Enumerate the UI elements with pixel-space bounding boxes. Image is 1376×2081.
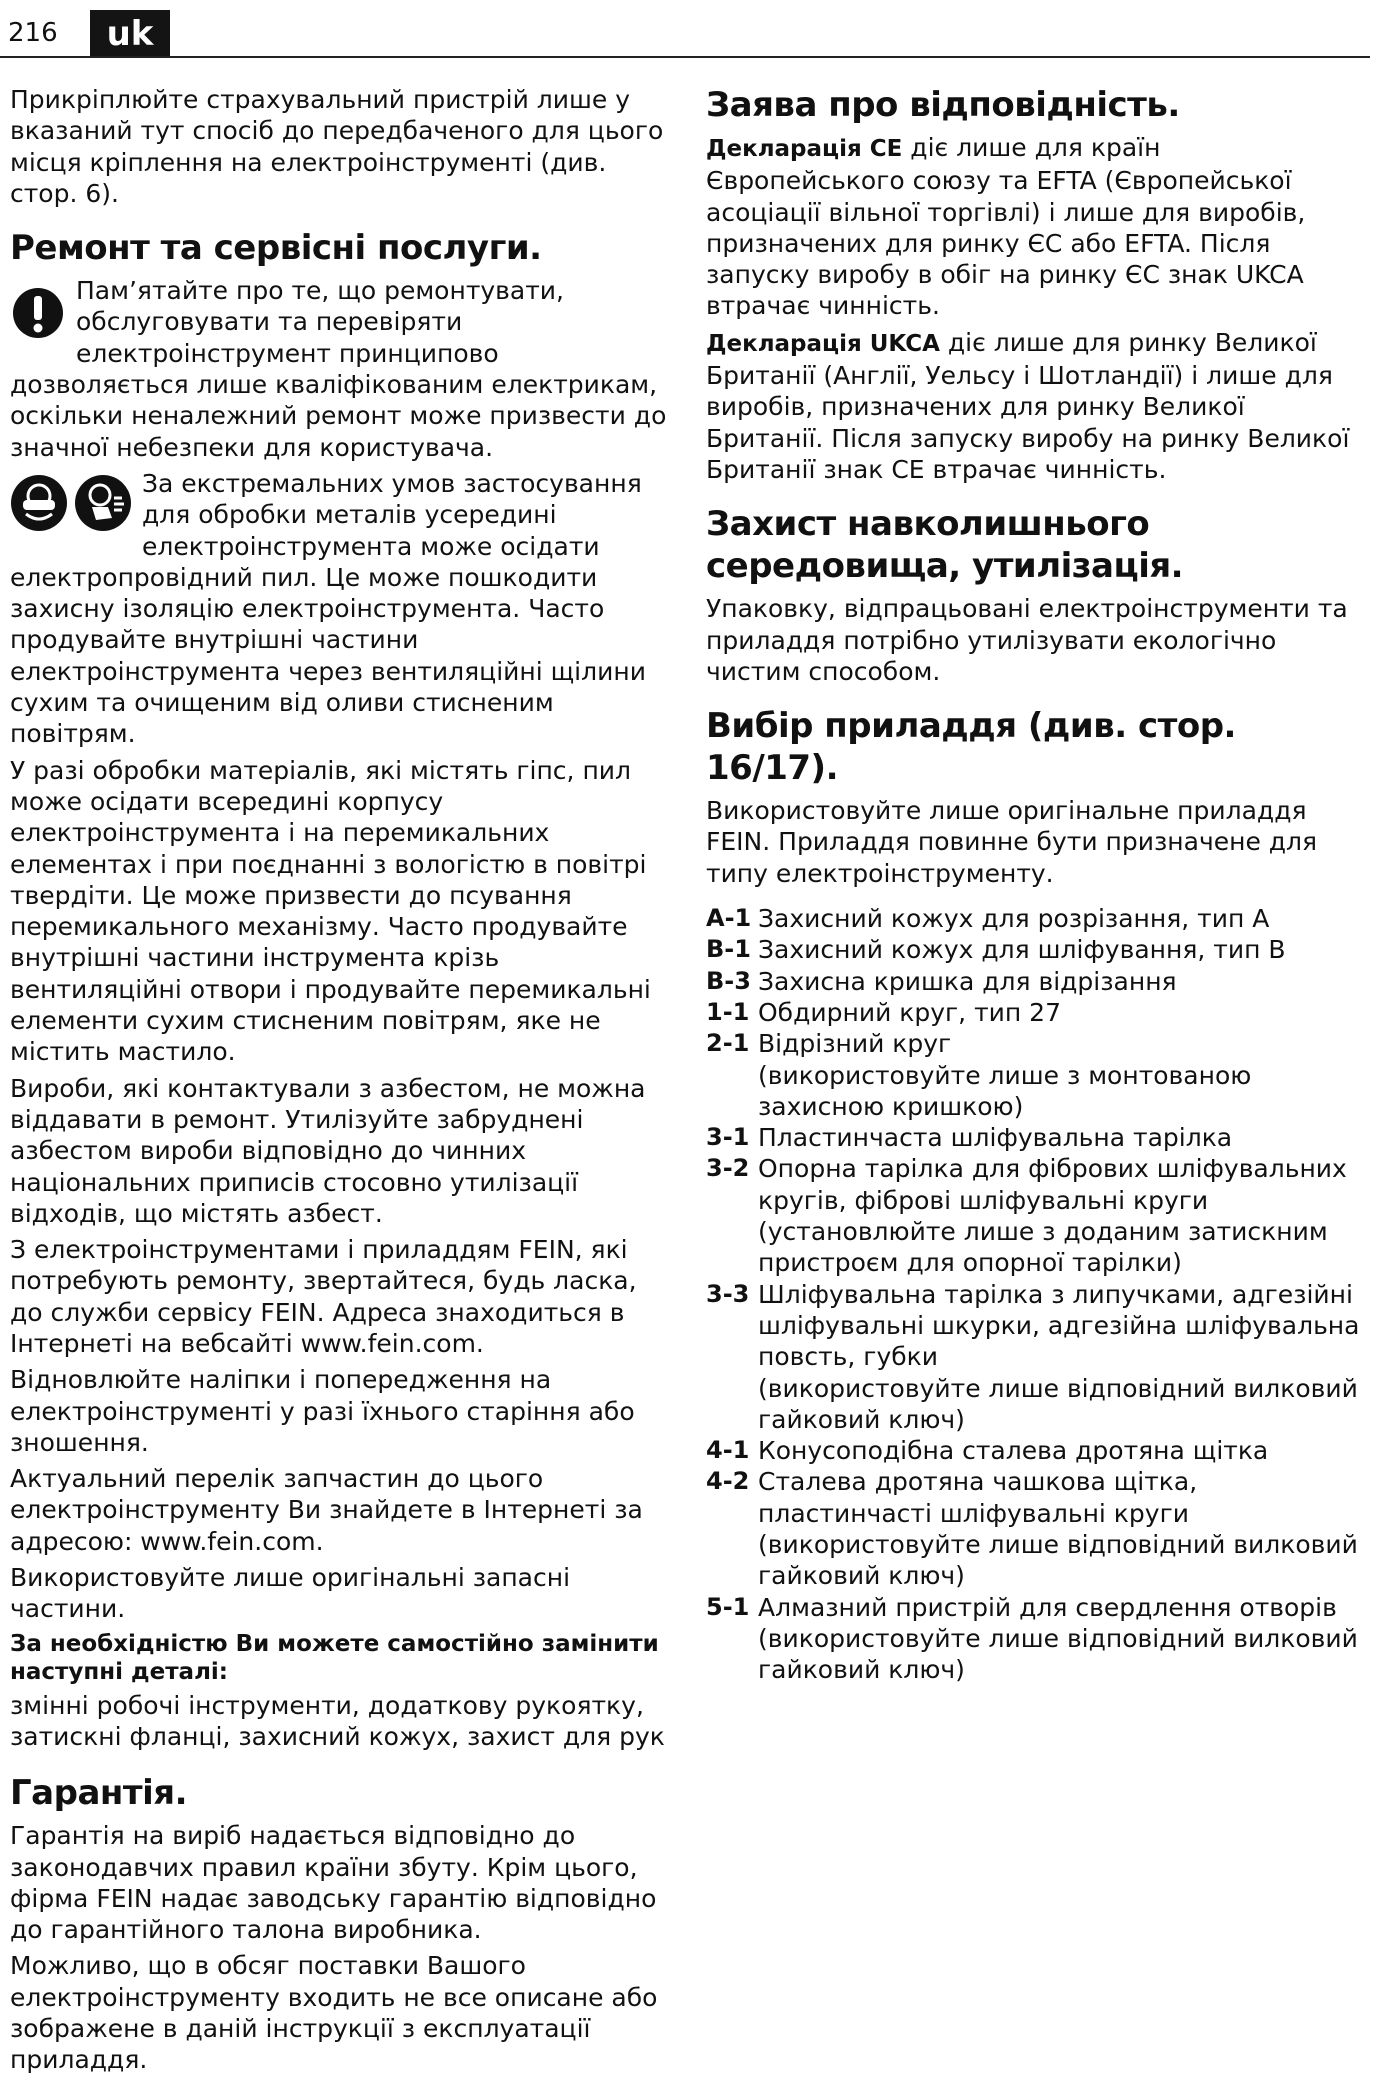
ce-declaration-text: діє лише для країн Європейського союзу та EFTA (Європейської асоціації вільної торгівлі) і лише для виробів, призначених для ринку ЄС або EFTA. Після запуску виробу в обіг на ринку ЄС знак UKCA втрачає чинність. xyxy=(706,133,1306,321)
environment-heading: Захист навколишнього середовища, утилізація. xyxy=(706,504,1184,587)
accessory-code: 4-2 xyxy=(706,1467,750,1496)
accessory-text: Алмазний пристрій для свердлення отворів xyxy=(758,1592,1337,1622)
right-column xyxy=(706,84,1366,1685)
metal-dust-text: За екстремальних умов застосування для обробки металів усередині електроінструмента може осідати електропровідний пил. Це може пошкодити захисну ізоляцію електроінструмента. Часто продувайте внутрішні частини електроінструмента через вентиляційні щілини сухим та очищеним від оливи стисненим повітрям. xyxy=(10,468,646,749)
safety-icons xyxy=(10,474,132,532)
list-item xyxy=(706,1122,1366,1153)
accessory-text: Сталева дротяна чашкова щітка, пластинчасті шліфувальні круги xyxy=(758,1467,1198,1528)
accessory-text: Відрізний круг xyxy=(758,1029,952,1059)
service-text: З електроінструментами і приладдям FEIN, які потребують ремонту, звертайтеся, будь ласка, до служби сервісу FEIN. Адреса знаходиться в Інтернеті на вебсайті www.fein.com. xyxy=(10,1235,637,1358)
header-rule xyxy=(0,56,1370,58)
list-item xyxy=(706,966,1366,997)
warranty-paragraph-1: Гарантія на виріб надається відповідно до законодавчих правил країни збуту. Крім цього, фірма FEIN надає заводську гарантію відповідно до гарантійного талона виробника. xyxy=(10,1821,657,1945)
mounting-intro: Прикріплюйте страхувальний пристрій лише у вказаний тут спосіб до передбаченого для цього місця кріплення на електроінструменті (див. стор. 6). xyxy=(10,85,664,208)
repair-heading: Ремонт та сервісні послуги. xyxy=(10,228,542,269)
accessory-code: 1-1 xyxy=(706,997,750,1026)
ukca-declaration-text: діє лише для ринку Великої Британії (Англії, Уельсу і Шотландії) і лише для виробів, призначених для ринку Великої Британії. Після запуску виробу на ринку Великої Британії знак CE втрачає чинність. xyxy=(706,327,1350,484)
accessory-text: Конусоподібна сталева дротяна щітка xyxy=(758,1436,1269,1466)
dust-mask-icon xyxy=(74,474,132,532)
list-item xyxy=(706,934,1366,965)
accessory-text: Захисний кожух для розрізання, тип A xyxy=(758,904,1270,934)
labels-text: Відновлюйте наліпки і попередження на електроінструменті у разі їхнього старіння або зношення. xyxy=(10,1365,635,1457)
accessory-note: (використовуйте лише відповідний вилковий гайковий ключ) xyxy=(758,1373,1358,1434)
language-badge: uk xyxy=(90,10,170,58)
ce-declaration xyxy=(706,132,1366,322)
ukca-declaration xyxy=(706,327,1366,485)
accessory-code: B-3 xyxy=(706,966,751,995)
accessory-code: 3-2 xyxy=(706,1154,750,1183)
accessory-note: (використовуйте лише з монтованою захисною кришкою) xyxy=(758,1060,1252,1121)
accessory-code: 4-1 xyxy=(706,1436,750,1465)
accessory-code: A-1 xyxy=(706,904,752,933)
accessory-note: (установлюйте лише з доданим затискним пристроєм для опорної тарілки) xyxy=(758,1217,1328,1278)
list-item xyxy=(706,1592,1366,1686)
repair-warning-block xyxy=(10,275,670,463)
list-item xyxy=(706,903,1366,934)
accessory-text: Обдирний круг, тип 27 xyxy=(758,997,1061,1027)
eye-protection-icon xyxy=(10,474,68,532)
list-item xyxy=(706,1279,1366,1435)
left-column xyxy=(10,84,670,2081)
list-item xyxy=(706,1435,1366,1466)
accessory-code: 5-1 xyxy=(706,1592,750,1621)
warranty-paragraph-2: Можливо, що в обсяг поставки Вашого електроінструменту входить не все описане або зображене в даній інструкції з експлуатації приладдя. xyxy=(10,1951,658,2075)
accessory-note: (використовуйте лише відповідний вилковий гайковий ключ) xyxy=(758,1529,1358,1591)
exclamation-warning-icon xyxy=(12,287,64,339)
list-item xyxy=(706,1153,1366,1278)
warranty-heading: Гарантія. xyxy=(10,1773,187,1814)
accessory-text: Захисний кожух для шліфування, тип B xyxy=(758,935,1286,965)
accessory-note: (використовуйте лише відповідний вилковий гайковий ключ) xyxy=(758,1623,1358,1685)
accessory-text: Шліфувальна тарілка з липучками, адгезійні шліфувальні шкурки, адгезійна шліфувальна повсть, губки xyxy=(758,1279,1360,1372)
accessory-text: Захисна кришка для відрізання xyxy=(758,966,1177,996)
environment-text: Упаковку, відпрацьовані електроінструменти та приладдя потрібно утилізувати екологічно чистим способом. xyxy=(706,594,1348,686)
accessory-code: 3-1 xyxy=(706,1123,750,1152)
self-replace-items: змінні робочі інструменти, додаткову рукоятку, затискні фланці, захисний кожух, захист для рук xyxy=(10,1690,665,1751)
accessory-text: Пластинчаста шліфувальна тарілка xyxy=(758,1123,1233,1153)
metal-dust-block xyxy=(10,468,670,750)
accessory-code: 2-1 xyxy=(706,1029,750,1058)
accessories-intro: Використовуйте лише оригінальне приладдя FEIN. Приладдя повинне бути призначене для типу електроінструменту. xyxy=(706,796,1318,888)
original-parts-text: Використовуйте лише оригінальні запасні частини. xyxy=(10,1563,571,1624)
repair-warning-text: Пам’ятайте про те, що ремонтувати, обслуговувати та перевіряти електроінструмент принципово дозволяється лише кваліфікованим електрикам, оскільки неналежний ремонт може призвести до значної небезпеки для користувача. xyxy=(10,276,667,462)
accessories-list xyxy=(706,903,1366,1685)
list-item xyxy=(706,997,1366,1028)
conformity-heading: Заява про відповідність. xyxy=(706,85,1180,125)
parts-list-text: Актуальний перелік запчастин до цього електроінструменту Ви знайдете в Інтернеті за адресою: www.fein.com. xyxy=(10,1464,643,1556)
self-replace-heading: За необхідністю Ви можете самостійно замінити наступні деталі: xyxy=(10,1630,659,1685)
accessory-code: 3-3 xyxy=(706,1279,750,1308)
asbestos-text: Вироби, які контактували з азбестом, не можна віддавати в ремонт. Утилізуйте забруднені азбестом вироби відповідно до чинних національних приписів стосовно утилізації відходів, що містять азбест. xyxy=(10,1073,646,1228)
list-item xyxy=(706,1028,1366,1122)
page-number: 216 xyxy=(8,18,58,48)
accessories-heading: Вибір приладдя (див. стор. 16/17). xyxy=(706,706,1236,789)
gypsum-text: У разі обробки матеріалів, які містять гіпс, пил може осідати всередині корпусу електроінструмента і на перемикальних елементах і при поєднанні з вологістю в повітрі твердіти. Це може призвести до псування перемикального механізму. Часто продувайте внутрішні частини інструмента крізь вентиляційні отвори і продувайте перемикальні елементи сухим стисненим повітрям, яке не містить мастило. xyxy=(10,755,651,1067)
ce-declaration-label: Декларація CE xyxy=(706,136,903,162)
accessory-code: B-1 xyxy=(706,935,751,964)
accessory-text: Опорна тарілка для фібрових шліфувальних кругів, фіброві шліфувальні круги xyxy=(758,1154,1347,1215)
ukca-declaration-label: Декларація UKCA xyxy=(706,330,940,357)
list-item xyxy=(706,1466,1366,1591)
